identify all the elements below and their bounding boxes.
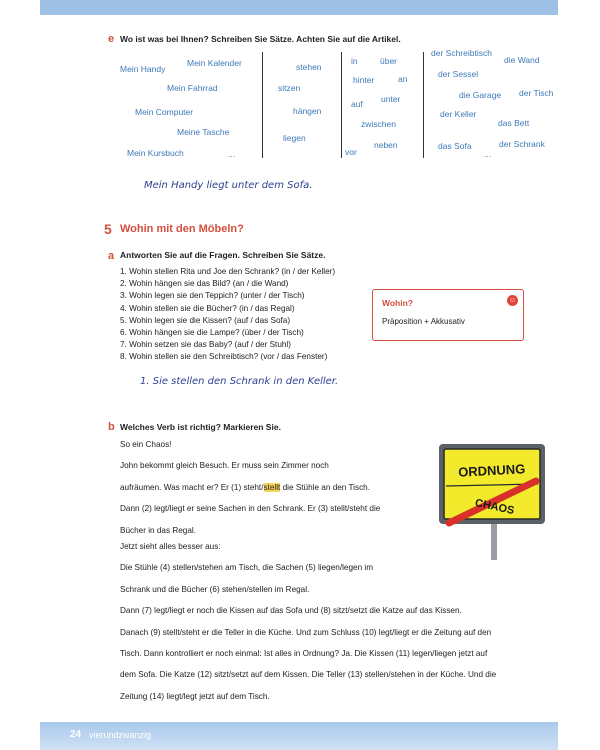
handwritten-answer: 1. Sie stellen den Schrank in den Keller. — [140, 376, 339, 387]
word-item: zwischen — [361, 119, 396, 129]
word-item: das Sofa — [438, 141, 472, 151]
question-item: 2. Wohin hängen sie das Bild? (an / die Wand) — [120, 279, 289, 289]
sign-top-text: ORDNUNG — [457, 461, 526, 480]
text-line: Danach (9) stellt/steht er die Teller in die Küche. Und zum Schluss (10) legt/liegt er die Zeitung auf den — [120, 627, 492, 637]
text-line — [120, 477, 560, 498]
section-number: 5 — [104, 221, 112, 237]
text-line: Zeitung (14) liegt/legt jetzt auf dem Tisch. — [120, 691, 270, 701]
exercise-e-instruction: Wo ist was bei Ihnen? Schreiben Sie Sätze. Achten Sie auf die Artikel. — [120, 34, 401, 44]
word-column-divider — [423, 52, 424, 158]
word-item: hinter — [353, 75, 375, 85]
word-item: sitzen — [278, 83, 301, 93]
word-item: der Schrank — [499, 139, 545, 149]
handwritten-example: Mein Handy liegt unter dem Sofa. — [144, 180, 313, 191]
word-item: ... — [484, 149, 492, 159]
section-title: Wohin mit den Möbeln? — [120, 223, 244, 235]
info-box-title: Wohin? — [382, 298, 413, 308]
word-item: Mein Fahrrad — [167, 83, 218, 93]
question-item: 7. Wohin setzen sie das Baby? (auf / der Stuhl) — [120, 340, 291, 350]
text-fragment: aufräumen. Was macht er? Er (1) steht/ — [120, 482, 264, 492]
exercise-a-letter: a — [108, 250, 115, 262]
question-item: 3. Wohin legen sie den Teppich? (unter / der Tisch) — [120, 291, 305, 301]
word-item: liegen — [283, 133, 306, 143]
page-number: 24 — [70, 729, 82, 740]
info-box-text: Präposition + Akkusativ — [382, 317, 465, 326]
word-item: Mein Handy — [120, 64, 166, 74]
word-item: stehen — [296, 62, 322, 72]
word-item: die Wand — [504, 55, 540, 65]
page-footer — [40, 722, 558, 750]
word-item: vor — [345, 147, 357, 157]
word-item: Meine Tasche — [177, 127, 230, 137]
word-item: in — [351, 56, 358, 66]
exercise-a-instruction: Antworten Sie auf die Fragen. Schreiben Sie Sätze. — [120, 250, 326, 260]
exercise-b-text-continued — [120, 536, 560, 707]
text-line: So ein Chaos! — [120, 440, 172, 449]
question-item: 6. Wohin hängen sie die Lampe? (über / der Tisch) — [120, 328, 304, 338]
word-item: die Garage — [459, 90, 502, 100]
word-item: neben — [374, 140, 398, 150]
word-item: der Schreibtisch — [431, 48, 492, 58]
text-line: Schrank und die Bücher (6) stehen/stellen im Regal. — [120, 584, 310, 594]
text-line: dem Sofa. Die Katze (12) sitzt/setzt auf dem Kissen. Die Teller (13) stellen/stehen in der Küche. Und die — [120, 670, 497, 680]
text-line: Dann (2) legt/liegt er seine Sachen in den Schrank. Er (3) stellt/steht die — [120, 504, 381, 514]
word-item: hängen — [293, 106, 322, 116]
word-item: der Sessel — [438, 69, 479, 79]
exercise-b-text — [120, 434, 560, 541]
word-item: Mein Kursbuch — [127, 148, 184, 158]
question-list — [120, 266, 335, 364]
word-item: der Tisch — [519, 88, 554, 98]
text-line: Bücher in das Regal. — [120, 525, 197, 535]
question-item: 1. Wohin stellen Rita und Joe den Schrank? (in / der Keller) — [120, 267, 336, 276]
page-number-word: vierundzwanzig — [89, 730, 152, 740]
question-item: 8. Wohin stellen sie den Schreibtisch? (vor / das Fenster) — [120, 352, 328, 362]
word-item: auf — [351, 99, 363, 109]
word-column-divider — [341, 52, 342, 158]
smiley-icon: ☺ — [508, 297, 517, 304]
word-item: Mein Computer — [135, 107, 194, 117]
text-line: Die Stühle (4) stellen/stehen am Tisch, die Sachen (5) liegen/legen im — [120, 563, 374, 573]
grammar-info-box — [372, 289, 524, 341]
text-line: Jetzt sieht alles besser aus: — [120, 542, 221, 551]
word-item: das Bett — [498, 118, 530, 128]
word-item: der Keller — [440, 109, 477, 119]
word-item: ... — [228, 149, 236, 159]
top-color-bar — [40, 0, 558, 15]
exercise-b-instruction: Welches Verb ist richtig? Markieren Sie. — [120, 422, 281, 432]
word-item: an — [398, 74, 408, 84]
question-item: 5. Wohin legen sie die Kissen? (auf / das Sofa) — [120, 315, 291, 325]
word-column-divider — [262, 52, 263, 158]
word-item: Mein Kalender — [187, 58, 242, 68]
text-line: Tisch. Dann kontrolliert er noch einmal: Ist alles in Ordnung? Ja. Die Kissen (11) legen/liegen jetzt auf — [120, 649, 488, 659]
sign-bottom-text: CHAOS — [473, 497, 516, 518]
word-item: unter — [381, 94, 401, 104]
question-item: 4. Wohin stellen sie die Bücher? (in / das Regal) — [120, 303, 295, 313]
text-line: John bekommt gleich Besuch. Er muss sein Zimmer noch — [120, 461, 329, 471]
text-fragment: die Stühle an den Tisch. — [280, 482, 371, 492]
text-line: Dann (7) legt/liegt er noch die Kissen auf das Sofa und (8) sitzt/setzt die Katze auf das Kissen. — [120, 606, 462, 616]
highlighted-answer[interactable]: stellt — [263, 482, 281, 492]
word-item: über — [380, 56, 398, 66]
exercise-b-letter: b — [108, 421, 115, 433]
exercise-e-letter: e — [108, 33, 115, 45]
